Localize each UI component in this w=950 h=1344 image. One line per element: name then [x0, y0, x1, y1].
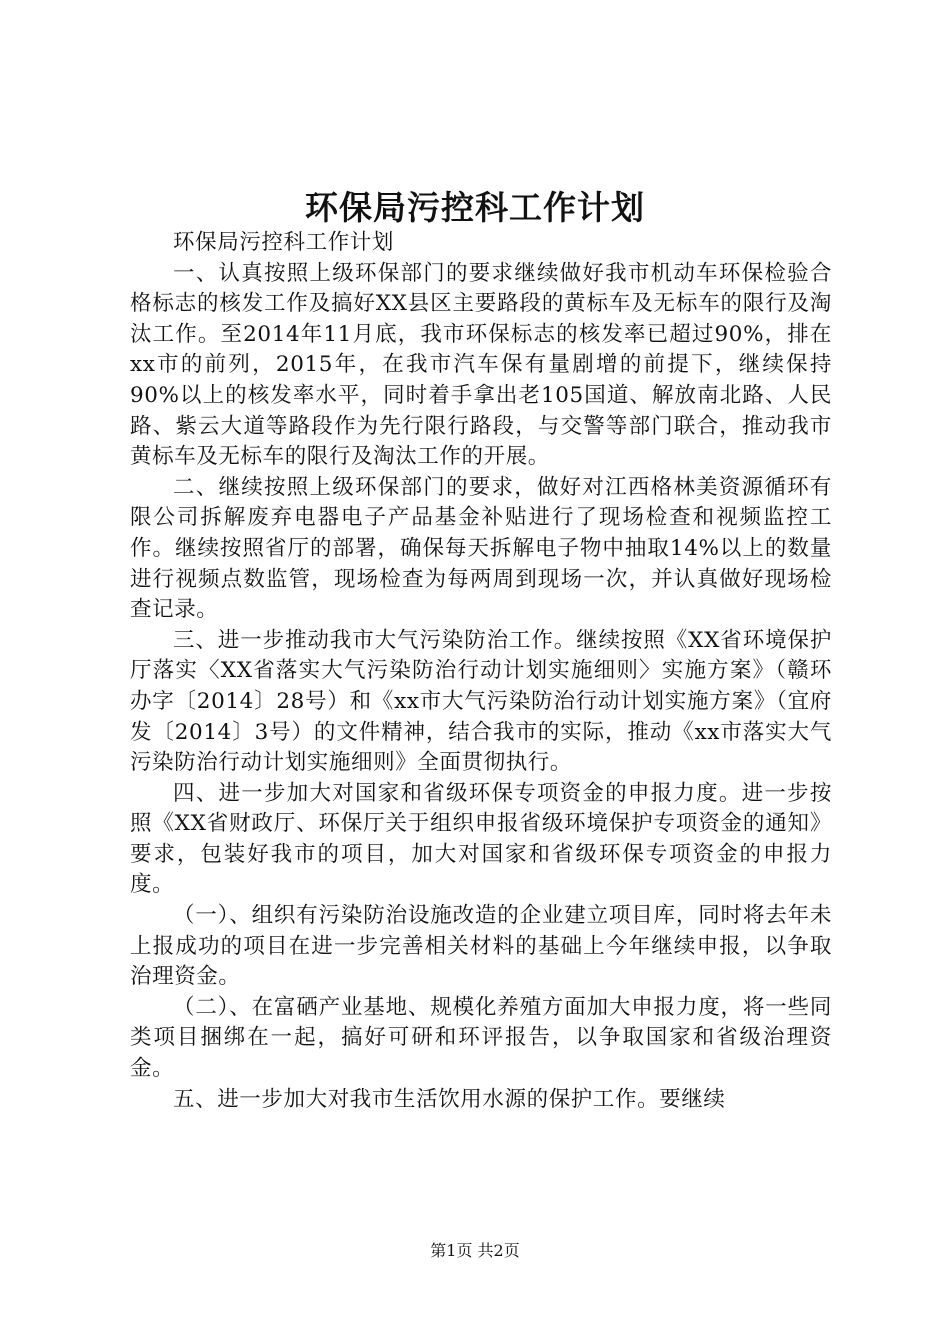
paragraph-subitem-2: （二）、在富硒产业基地、规模化养殖方面加大申报力度，将一些同类项目捆绑在一起，搞好可研和环评报告，以争取国家和省级治理资金。 — [130, 994, 832, 1082]
paragraph-subtitle: 环保局污控科工作计划 — [173, 230, 395, 255]
paragraph-item-2: 二、继续按照上级环保部门的要求，做好对江西格林美资源循环有限公司拆解废弃电器电子产品基金补贴进行了现场检查和视频监控工作。继续按照省厅的部署，确保每天拆解电子物中抽取14%以上的数量进行视频点数监管，现场检查为每两周到现场一次，并认真做好现场检查记录。 — [130, 474, 832, 623]
paragraph-item-3: 三、进一步推动我市大气污染防治工作。继续按照《XX省环境保护厅落实〈XX省落实大气污染防治行动计划实施细则〉实施方案》（赣环办字〔2014〕28号）和《xx市大气污染防治行动计划实施方案》（宜府发〔2014〕3号）的文件精神，结合我市的实际，推动《xx市落实大气污染防治行动计划实施细则》全面贯彻执行。 — [130, 627, 832, 776]
document-title: 环保局污控科工作计划 — [305, 188, 645, 227]
paragraph-item-4: 四、进一步加大对国家和省级环保专项资金的申报力度。进一步按照《XX省财政厅、环保厅关于组织申报省级环境保护专项资金的通知》要求，包装好我市的项目，加大对国家和省级环保专项资金的申报力度。 — [130, 780, 832, 898]
paragraph-subitem-1: （一）、组织有污染防治设施改造的企业建立项目库，同时将去年未上报成功的项目在进一步完善相关材料的基础上今年继续申报，以争取治理资金。 — [130, 903, 832, 990]
page-indicator: 第1页 共2页 — [430, 1241, 520, 1260]
paragraph-item-1: 一、认真按照上级环保部门的要求继续做好我市机动车环保检验合格标志的核发工作及搞好XX县区主要路段的黄标车及无标车的限行及淘汰工作。至2014年11月底，我市环保标志的核发率已超过90%，排在xx市的前列，2015年，在我市汽车保有量剧增的前提下，继续保持90%以上的核发率水平，同时着手拿出老105国道、解放南北路、人民路、紫云大道等路段作为先行限行路段，与交警等部门联合，推动我市黄标车及无标车的限行及淘汰工作的开展。 — [130, 260, 832, 470]
document-body — [130, 228, 832, 1115]
paragraph-item-5: 五、进一步加大对我市生活饮用水源的保护工作。要继续 — [173, 1086, 726, 1112]
